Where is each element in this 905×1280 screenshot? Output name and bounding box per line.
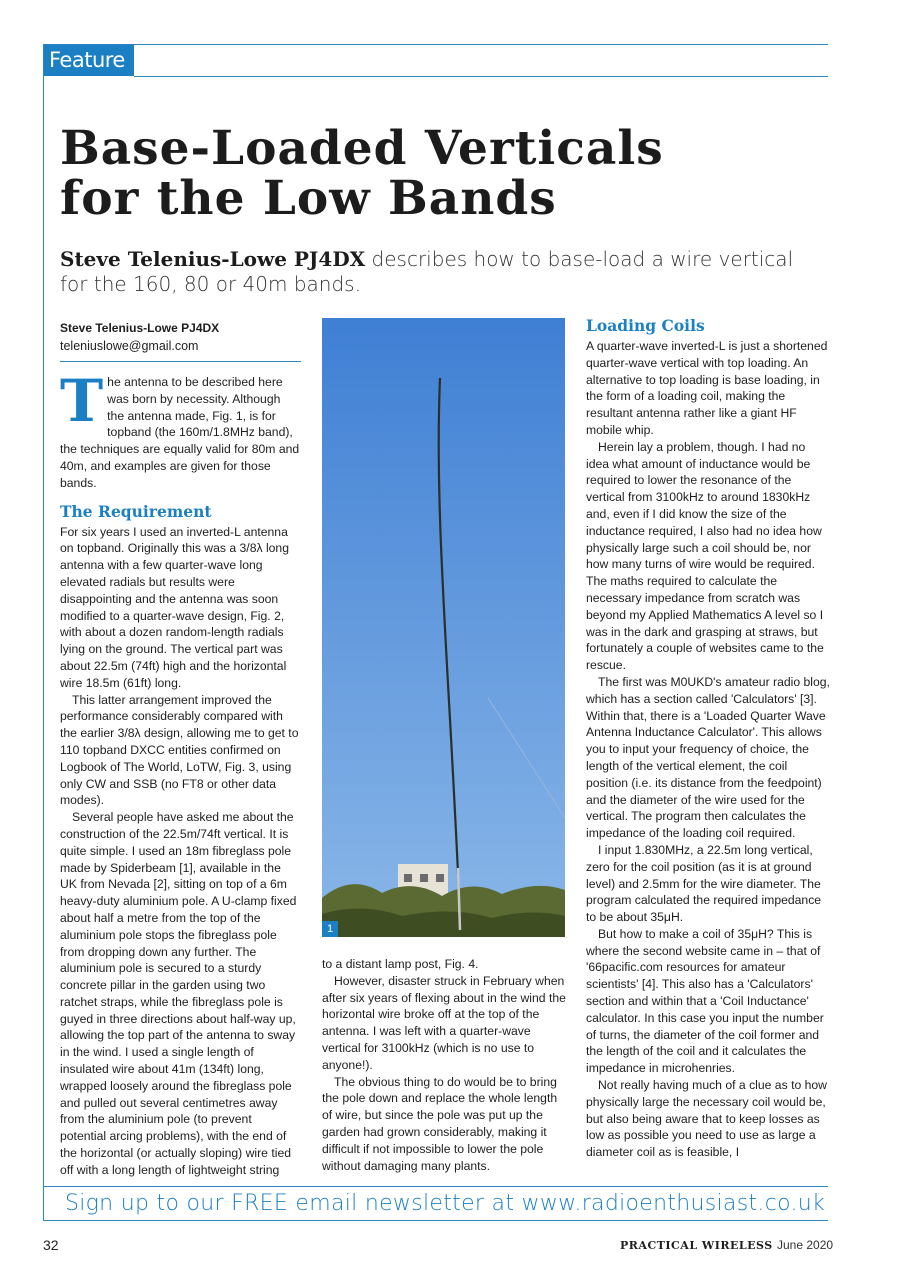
drop-cap: T	[60, 367, 104, 435]
byline-name: Steve Telenius-Lowe PJ4DX	[60, 321, 220, 335]
intro-paragraph	[60, 367, 300, 492]
header-rule-lower	[134, 76, 828, 77]
body-paragraph: Several people have asked me about the construction of the 22.5m/74ft vertical. It is quite simple. I used an 18m fibreglass pole made by Spiderbeam [1], available in the UK from Nevada [2], sitting on top of a 6m heavy-duty aluminium pole. A U-clamp fixed about half a metre from the top of the aluminium pole stops the fibreglass pole from dropping down any further. The aluminium pole is secured to a sturdy concrete pillar in the garden using two ratchet straps, while the fibreglass pole is guyed in three directions about half-way up, allowing the top part of the antenna to sway in the wind. I used a single length of insulated wire about 41m (134ft) long, wrapped loosely around the fibreglass pole and pulled out several centimetres away from the aluminium pole (to prevent potential arcing problems), with the end of the horizontal (or actually sloping) wire tied off with a long length of lightweight string	[60, 810, 297, 1177]
article-column-1	[60, 320, 300, 1179]
article-column-3	[586, 316, 830, 1161]
body-paragraph: I input 1.830MHz, a 22.5m long vertical, zero for the coil position (as it is at ground level) and 2.5mm for the wire diameter. The program calculated the required impedance to be about 35μH.	[586, 842, 822, 925]
standfirst	[60, 247, 820, 297]
byline-email[interactable]: teleniuslowe@gmail.com	[60, 339, 199, 353]
magazine-name: PRACTICAL WIRELESS	[620, 1239, 773, 1252]
section-label: Feature	[44, 45, 134, 76]
body-paragraph: But how to make a coil of 35μH? This is where the second website came in – that of '66pacific.com resources for amateur scientists' [4]. This also has a 'Calculators' section and within that a 'Coil Inductance' calculator. In this case you input the number of turns, the diameter of the coil former and the length of the coil and it calculates the impedance in microhenries.	[586, 926, 824, 1076]
antenna-photo-illustration	[322, 318, 565, 937]
article-column-2	[322, 956, 567, 1174]
body-paragraph: A quarter-wave inverted-L is just a shortened quarter-wave vertical with top loading. An alternative to top loading is base loading, in the form of a loading coil, making the resultant antenna rather like a giant HF mobile whip.	[586, 339, 828, 437]
newsletter-banner[interactable]: Sign up to our FREE email newsletter at www.radioenthusiast.co.uk	[65, 1191, 826, 1216]
body-paragraph: However, disaster struck in February when after six years of flexing about in the wind the horizontal wire broke off at the top of the antenna. I was left with a quarter-wave vertical for 3100kHz (which is no use to anyone!).	[322, 973, 566, 1072]
sky	[322, 318, 565, 937]
header-rule	[43, 44, 828, 45]
body-paragraph: to a distant lamp post, Fig. 4.	[322, 957, 479, 971]
standfirst-text: describes how to base-load a wire vertical for the 160, 80 or 40m bands.	[60, 247, 794, 296]
body-paragraph: The obvious thing to do would be to bring the pole down and replace the whole length of wire, but since the pole was put up the garden had grown considerably, making it difficult if not impossible to lower the pole without damaging many plants.	[322, 1074, 558, 1173]
headline-line1: Base-Loaded Verticals	[60, 121, 664, 176]
intro-text: he antenna to be described here was born by necessity. Although the antenna made, Fig. 1, is for topband (the 160m/1.8MHz band), the techniques are equally valid for 80m and 40m, and examples are given for those bands.	[60, 375, 300, 490]
newsletter-rule-top	[43, 1186, 828, 1187]
headline	[60, 121, 840, 226]
figure-1-photo	[322, 318, 565, 937]
body-paragraph: Herein lay a problem, though. I had no idea what amount of inductance would be required to lower the resonance of the vertical from 3100kHz to around 1830kHz and, even if I did know the size of the inductance required, I also had no idea how physically large such a coil should be, nor how many turns of wire would be required. The maths required to calculate the necessary impedance from scratch was beyond my Applied Mathematics A level so I was in the dark and grasping at straws, but fortunately a couple of websites came to the rescue.	[586, 439, 824, 673]
headline-line2: for the Low Bands	[60, 171, 557, 226]
body-paragraph: This latter arrangement improved the performance considerably compared with the earlier 3/8λ design, allowing me to get to 110 topband DXCC entities confirmed on Logbook of The World, LoTW, Fig. 3, using only CW and SSB (no FT8 or other data modes).	[60, 692, 299, 808]
body-paragraph: Not really having much of a clue as to how physically large the necessary coil would be, but also being aware that to keep losses as low as possible you need to use as large a diameter coil as is feasible, I	[586, 1078, 827, 1160]
body-paragraph: For six years I used an inverted-L antenna on topband. Originally this was a 3/8λ long antenna with a few quarter-wave long elevated radials but results were disappointing and the antenna was soon modified to a quarter-wave design, Fig. 2, with about a dozen random-length radials lying on the ground. The vertical part was about 22.5m (74ft) high and the horizontal wire 18.5m (61ft) long.	[60, 524, 289, 690]
figure-number: 1	[322, 921, 338, 937]
subheading-requirement: The Requirement	[60, 501, 212, 521]
subheading-loading-coils: Loading Coils	[586, 316, 705, 335]
page-frame-left	[43, 44, 44, 1221]
issue-date: June 2020	[777, 1238, 834, 1252]
byline-divider	[60, 361, 301, 362]
page-number: 32	[43, 1237, 59, 1253]
newsletter-rule-bottom	[43, 1220, 828, 1221]
standfirst-author: Steve Telenius-Lowe PJ4DX	[60, 247, 366, 271]
body-paragraph: The first was M0UKD's amateur radio blog, which has a section called 'Calculators' [3]. Within that, there is a 'Loaded Quarter Wave Antenna Inductance Calculator'. This allows you to input your frequency of choice, the length of the vertical element, the coil position (i.e. its distance from the feedpoint) and the diameter of the wire used for the vertical. The program then calculates the impedance of the loading coil required.	[586, 674, 830, 841]
